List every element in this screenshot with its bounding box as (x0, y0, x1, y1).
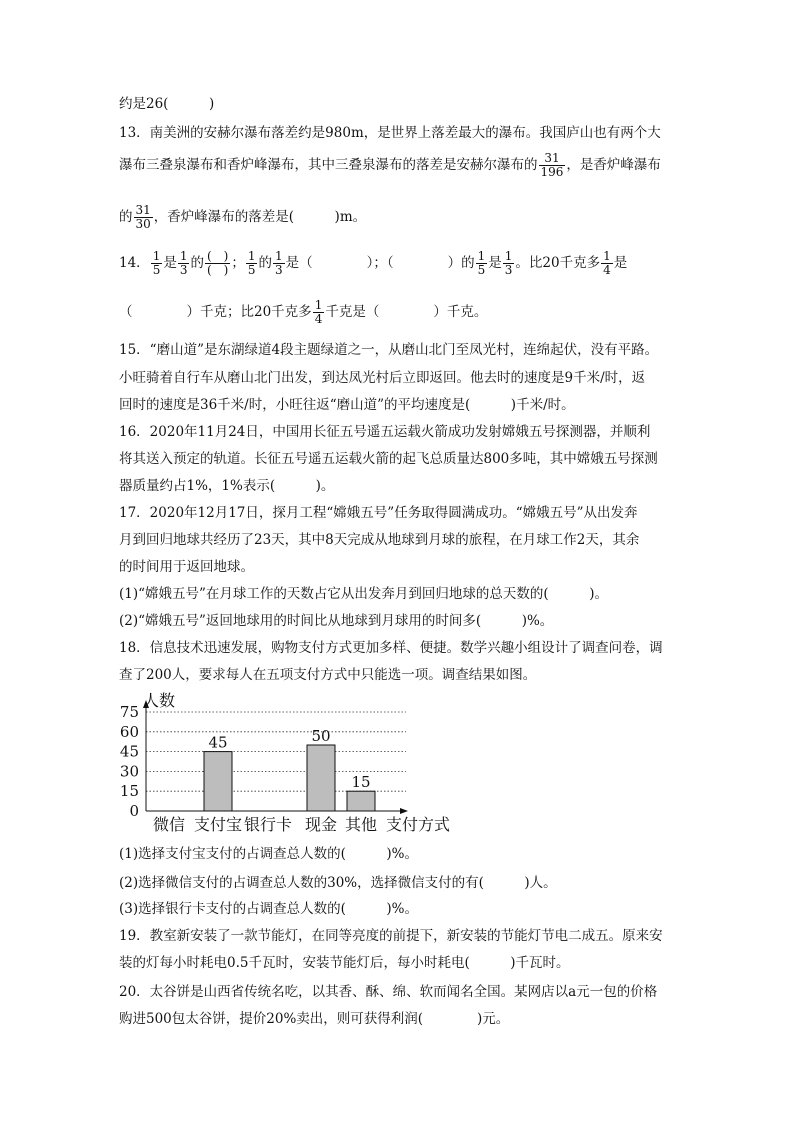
payment-bar-chart (110, 690, 460, 840)
bar-value-label: 50 (311, 727, 331, 745)
q20-line2: 购进500包太谷饼，提价20%卖出，则可获得利润( )元。 (119, 1011, 510, 1027)
q13-text: ，是香炉峰瀑布 (566, 157, 661, 173)
q13-text: 的 (119, 209, 133, 225)
q14-line2 (119, 299, 487, 326)
x-category-label: 银行卡 (243, 815, 293, 834)
q14-text: 是 (163, 255, 177, 271)
q17-line2: 月到回归地球共经历了23天，其中8天完成从地球到月球的旅程，在月球工作2天，其余 (119, 532, 640, 548)
bar (347, 791, 375, 811)
q13-line1: 13．南美洲的安赫尔瀑布落差约是980m，是世界上落差最大的瀑布。我国庐山也有两个大 (119, 125, 661, 141)
q16-line2: 将其送入预定的轨道。长征五号遥五运载火箭的起飞总质量达800多吨，其中嫦娥五号探测 (119, 451, 658, 467)
q14-text: 的 (190, 255, 204, 271)
fraction-1-4: $\frac{1}{4}$ (603, 249, 611, 277)
chart-ylabel: 人数 (143, 691, 176, 710)
q16-line3: 器质量约占1%，1%表示( )。 (119, 478, 335, 494)
q16-line1: 16．2020年11月24日，中国用长征五号遥五运载火箭成功发射嫦娥五号探测器，并顺利 (119, 424, 651, 440)
q15-line1: 15．“磨山道”是东湖绿道4段主题绿道之一，从磨山北门至凤光村，连绵起伏，没有平路。 (119, 342, 659, 358)
q17-line1: 17．2020年12月17日，探月工程“嫦娥五号”任务取得圆满成功。“嫦娥五号”从出发奔 (119, 505, 638, 521)
y-tick-label: 45 (119, 742, 139, 761)
x-category-label: 微信 (152, 815, 186, 834)
q14-text: （ ）千克；比20千克多 (119, 304, 312, 320)
q15-line3: 回时的速度是36千米/时，小旺往返“磨山道”的平均速度是( )千米/时。 (119, 397, 575, 413)
y-tick-label: 15 (119, 782, 139, 801)
chart-yticks (120, 703, 139, 820)
q20-line1: 20．太谷饼是山西省传统名吃，以其香、酥、绵、软而闻名全国。某网店以a元一包的价格 (119, 984, 658, 1000)
x-category-label: 现金 (304, 815, 338, 834)
q15-line2: 小旺骑着自行车从磨山北门出发，到达凤光村后立即返回。他去时的速度是9千米/时，返 (119, 370, 646, 386)
q17-sub1: (1)“嫦娥五号”在月球工作的天数占它从出发奔月到回归地球的总天数的( )。 (119, 586, 608, 602)
y-tick-label: 60 (119, 722, 139, 741)
fraction-1-3: $\frac{1}{3}$ (274, 249, 283, 277)
x-axis-title: 支付方式 (385, 815, 451, 834)
fraction-31-30: $\frac{31}{30}$ (135, 203, 151, 231)
bar (204, 752, 232, 811)
x-category-label: 其他 (344, 815, 378, 834)
bar-value-label: 45 (208, 733, 228, 752)
x-axis-arrow-icon (400, 808, 408, 814)
q14-text: 是 (613, 255, 628, 271)
q17-line3: 的时间用于返回地球。 (119, 559, 254, 575)
y-tick-label: 75 (119, 703, 139, 721)
q14-text: 是（ ）；（ ）的 (285, 255, 475, 271)
fraction-1-4: $\frac{1}{4}$ (314, 298, 323, 326)
q14-number: 14． (119, 255, 150, 271)
bar-value-label: 15 (351, 773, 371, 792)
y-tick-label: 0 (129, 802, 139, 820)
q18-line1: 18．信息技术迅速发展，购物支付方式更加多样、便捷。数学兴趣小组设计了调查问卷，调 (119, 640, 663, 656)
q13-text: 瀑布三叠泉瀑布和香炉峰瀑布，其中三叠泉瀑布的落差是安赫尔瀑布的 (119, 157, 538, 173)
x-category-label: 支付宝 (193, 815, 243, 834)
q14-line1 (119, 250, 627, 277)
q18-sub1: (1)选择支付宝支付的占调查总人数的( )%。 (119, 846, 418, 862)
fraction-1-5: $\frac{1}{5}$ (152, 249, 161, 277)
fraction-1-5: $\frac{1}{5}$ (477, 249, 486, 277)
y-tick-label: 30 (119, 762, 139, 781)
q14-text: 的 (258, 255, 272, 271)
q12-tail: 约是26( ) (119, 96, 215, 112)
fraction-1-3: $\frac{1}{3}$ (179, 249, 188, 277)
q13-text: ，香炉峰瀑布的落差是( )m。 (153, 209, 367, 225)
fraction-31-196: $\frac{31}{196}$ (540, 151, 564, 179)
fraction-1-3: $\frac{1}{3}$ (504, 249, 513, 277)
q18-line2: 查了200人，要求每人在五项支付方式中只能选一项。调查结果如图。 (119, 667, 537, 683)
chart-xlabels (153, 815, 450, 834)
q17-sub2: (2)“嫦娥五号”返回地球用的时间比从地球到月球用的时间多( )%。 (119, 613, 554, 629)
q18-sub2: (2)选择微信支付的占调查总人数的30%，选择微信支付的有( )人。 (119, 875, 557, 891)
q14-text: ； (231, 255, 245, 271)
fraction-blank: $\frac{( )}{( )}$ (206, 249, 229, 277)
q13-line3 (119, 204, 366, 231)
q14-text: 是 (488, 255, 502, 271)
fraction-1-5: $\frac{1}{5}$ (247, 249, 256, 277)
q18-sub3: (3)选择银行卡支付的占调查总人数的( )%。 (119, 901, 418, 917)
q14-text: 千克是（ ）千克。 (325, 304, 488, 320)
q19-line2: 装的灯每小时耗电0.5千瓦时，安装节能灯后，每小时耗电( )千瓦时。 (119, 955, 570, 971)
q14-text: 。比20千克多 (515, 255, 601, 271)
q19-line1: 19．教室新安装了一款节能灯，在同等亮度的前提下，新安装的节能灯节电二成五。原来安 (119, 928, 663, 944)
chart-bars (204, 727, 375, 811)
q13-line2 (119, 152, 661, 179)
bar (307, 745, 335, 811)
